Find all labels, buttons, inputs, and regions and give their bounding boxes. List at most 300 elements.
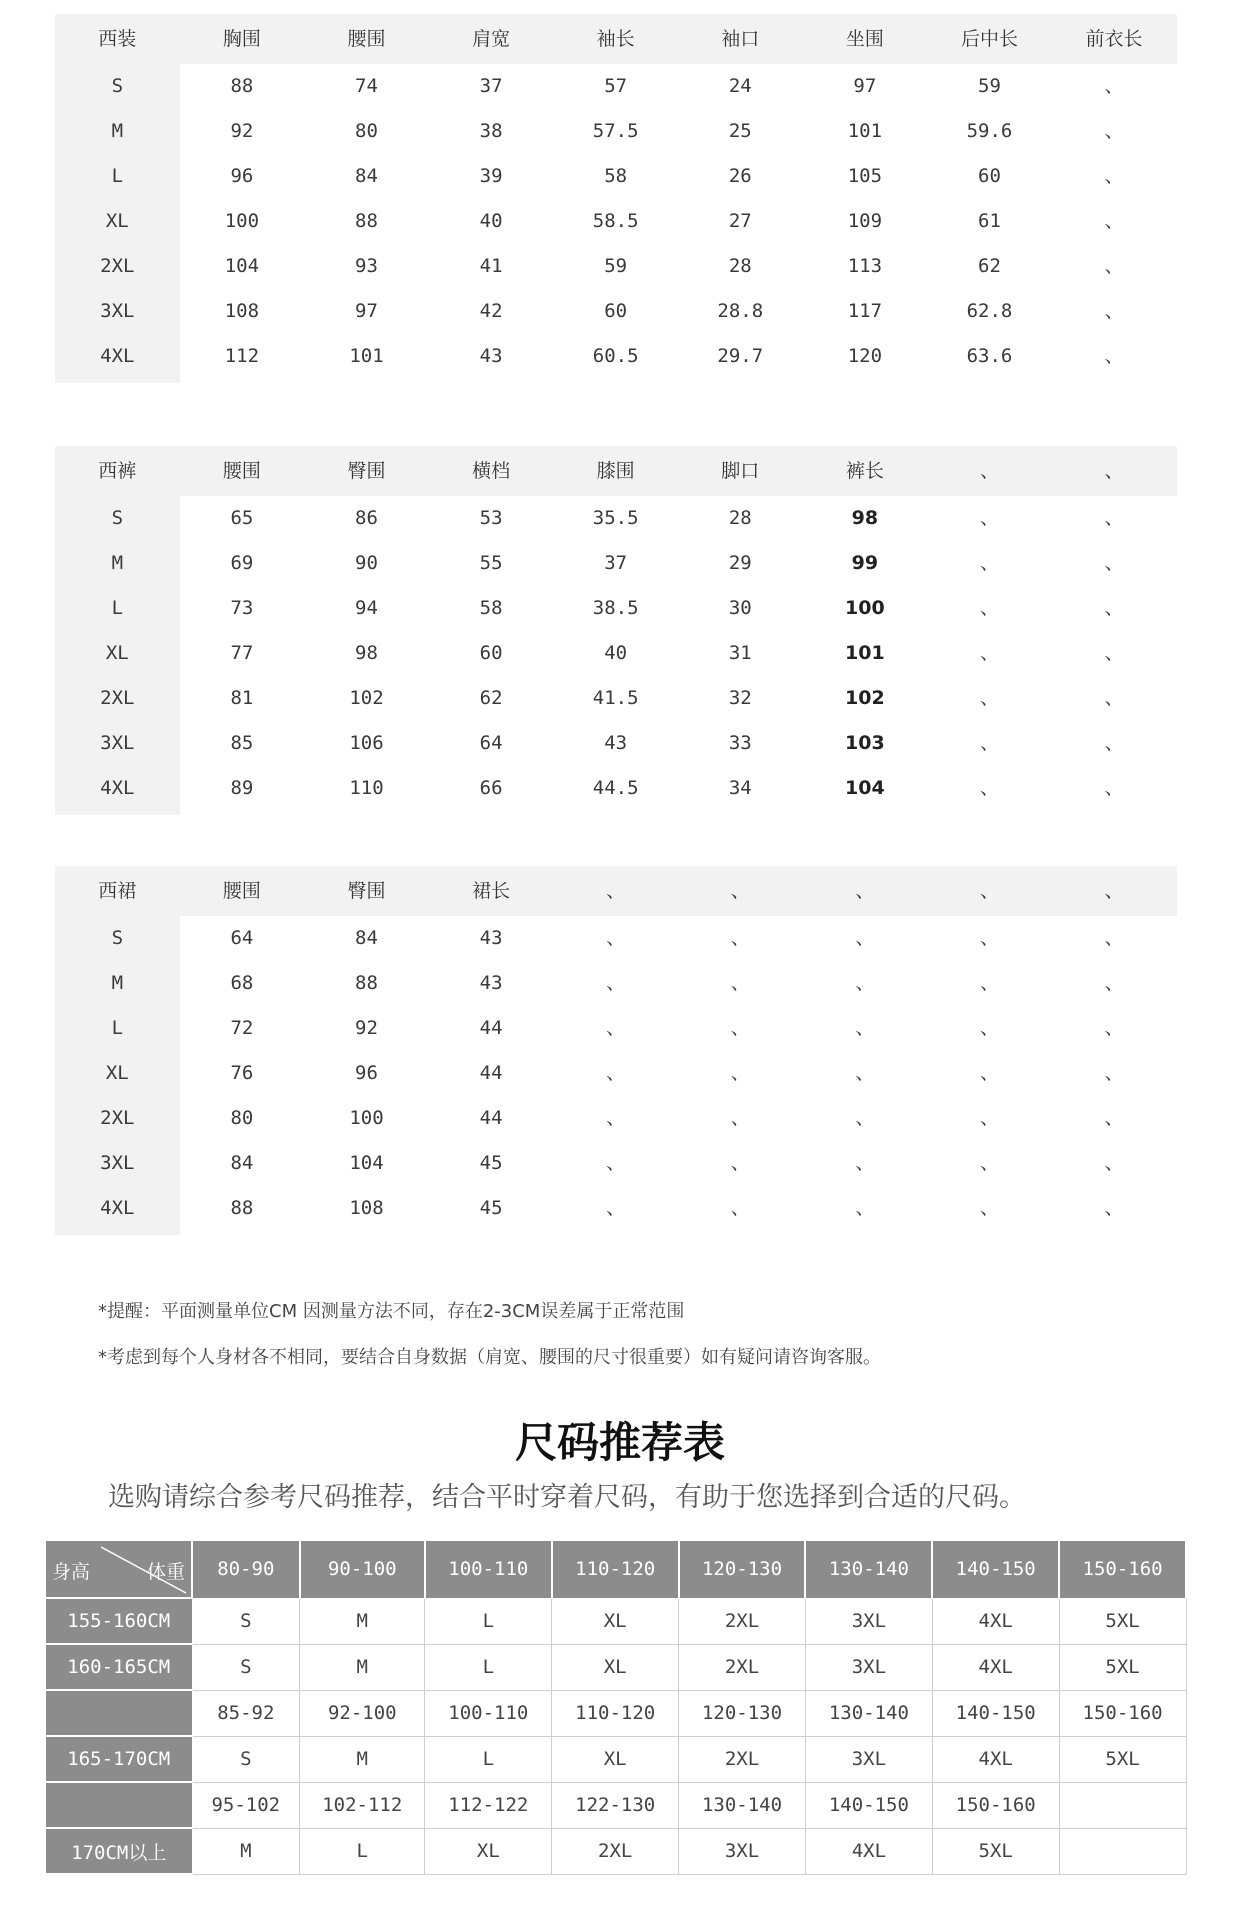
measurement-cell: 、 — [1104, 927, 1124, 949]
measurement-cell: 98 — [355, 642, 378, 664]
table-row — [55, 961, 1177, 1006]
size-label: 4XL — [55, 334, 180, 379]
measurement-cell: 80 — [230, 1107, 254, 1129]
weight-range-header: 90-100 — [300, 1541, 425, 1599]
recommend-cell: L — [425, 1736, 552, 1782]
size-label: S — [55, 64, 180, 109]
size-label: 4XL — [55, 1186, 180, 1231]
pants-size-table — [55, 446, 1177, 815]
measurement-cell: 65 — [230, 507, 254, 529]
weight-range-header: 140-150 — [932, 1541, 1059, 1599]
measurement-cell: 、 — [1104, 300, 1124, 322]
size-label: 2XL — [55, 244, 180, 289]
measurement-cell: 84 — [355, 165, 378, 187]
measurement-cell: 43 — [479, 345, 503, 367]
measurement-cell: 、 — [1104, 507, 1124, 529]
height-range-label — [46, 1782, 193, 1828]
measurement-cell: 64 — [479, 732, 503, 754]
measurement-cell: 99 — [851, 552, 879, 574]
pants-header-cell: 西裤 — [98, 460, 137, 482]
measurement-cell: 、 — [1104, 165, 1124, 187]
measurement-cell: 104 — [845, 777, 885, 799]
recommend-cell: XL — [552, 1736, 679, 1782]
measurement-cell: 45 — [479, 1197, 503, 1219]
size-label: 4XL — [55, 766, 180, 811]
measurement-cell: 101 — [845, 642, 885, 664]
measurement-cell: 96 — [230, 165, 254, 187]
measurement-cell: 58 — [479, 597, 503, 619]
size-recommendation-table — [45, 1540, 1187, 1875]
measurement-cell: 57 — [604, 75, 628, 97]
table-row — [55, 109, 1177, 154]
skirt-header-cell: 臀围 — [347, 880, 386, 902]
measurement-cell: 、 — [1104, 1152, 1124, 1174]
measurement-cell: 43 — [604, 732, 628, 754]
measurement-cell: 、 — [1104, 777, 1124, 799]
measurement-cell: 84 — [230, 1152, 254, 1174]
recommend-cell: 100-110 — [425, 1690, 552, 1736]
measurement-cell: 、 — [606, 972, 626, 994]
table-row — [46, 1782, 1187, 1828]
measurement-cell: 42 — [479, 300, 503, 322]
size-label: 2XL — [55, 1096, 180, 1141]
measurement-cell: 、 — [1104, 75, 1124, 97]
table-row — [55, 1141, 1177, 1186]
size-label: M — [55, 541, 180, 586]
recommend-cell: S — [192, 1598, 300, 1644]
measurement-cell: 108 — [349, 1197, 384, 1219]
measurement-cell: 62 — [978, 255, 1001, 277]
weight-range-header: 100-110 — [425, 1541, 552, 1599]
measurement-cell: 85 — [230, 732, 254, 754]
recommend-cell: 150-160 — [932, 1782, 1059, 1828]
measurement-cell: 62.8 — [966, 300, 1013, 322]
recommend-cell: 2XL — [552, 1828, 679, 1874]
measurement-cell: 、 — [1104, 255, 1124, 277]
measurement-cell: 59 — [978, 75, 1001, 97]
size-label: M — [55, 961, 180, 1006]
table-row — [55, 64, 1177, 109]
measurement-cell: 109 — [847, 210, 883, 232]
size-label: XL — [55, 631, 180, 676]
suit-header-cell: 袖长 — [596, 28, 635, 50]
measurement-cell: 、 — [1104, 1107, 1124, 1129]
measurement-cell: 88 — [230, 1197, 254, 1219]
measurement-cell: 40 — [479, 210, 503, 232]
measurement-cell: 、 — [1104, 552, 1124, 574]
measurement-cell: 102 — [349, 687, 384, 709]
measurement-cell: 28 — [728, 507, 752, 529]
skirt-header-cell: 裙长 — [472, 880, 511, 902]
recommend-cell: M — [300, 1598, 425, 1644]
weight-range-header: 120-130 — [679, 1541, 806, 1599]
height-range-label: 165-170CM — [46, 1736, 193, 1782]
measurement-cell: 29.7 — [717, 345, 764, 367]
measurement-cell: 59.6 — [966, 120, 1013, 142]
size-label: 3XL — [55, 1141, 180, 1186]
measurement-cell: 、 — [730, 1062, 750, 1084]
table-row — [55, 1051, 1177, 1096]
recommend-cell: 95-102 — [192, 1782, 300, 1828]
measurement-cell: 、 — [1104, 972, 1124, 994]
measurement-cell: 25 — [728, 120, 752, 142]
measurement-cell: 55 — [479, 552, 503, 574]
recommend-cell: 4XL — [932, 1736, 1059, 1782]
measurement-cell: 、 — [1104, 642, 1124, 664]
measurement-cell: 41.5 — [592, 687, 639, 709]
measurement-cell: 101 — [847, 120, 883, 142]
measurement-cell: 102 — [845, 687, 885, 709]
measurement-cell: 62 — [479, 687, 503, 709]
recommend-cell — [1059, 1782, 1186, 1828]
measurement-cell: 34 — [728, 777, 752, 799]
measurement-cell: 33 — [728, 732, 752, 754]
measurement-cell: 57.5 — [592, 120, 639, 142]
measurement-cell: 、 — [1104, 687, 1124, 709]
skirt-header-cell: 、 — [1104, 880, 1124, 902]
size-label: 2XL — [55, 676, 180, 721]
recommend-cell: 102-112 — [300, 1782, 425, 1828]
measurement-cell: 44 — [479, 1062, 503, 1084]
measurement-cell: 、 — [979, 1107, 999, 1129]
table-row — [55, 541, 1177, 586]
measurement-cell: 、 — [606, 927, 626, 949]
size-label: L — [55, 1006, 180, 1051]
measurement-cell: 24 — [728, 75, 752, 97]
measurement-cell: 84 — [355, 927, 378, 949]
size-column-edge — [55, 379, 180, 383]
skirt-size-table — [55, 866, 1177, 1235]
measurement-cell: 、 — [730, 1017, 750, 1039]
recommend-cell: 4XL — [805, 1828, 932, 1874]
measurement-cell: 86 — [355, 507, 378, 529]
size-label: XL — [55, 1051, 180, 1096]
suit-size-table — [55, 14, 1177, 383]
recommend-cell: 85-92 — [192, 1690, 300, 1736]
recommend-cell: L — [425, 1644, 552, 1690]
measurement-cell: 26 — [728, 165, 752, 187]
size-label: XL — [55, 199, 180, 244]
measurement-cell: 60.5 — [592, 345, 639, 367]
table-row — [55, 244, 1177, 289]
height-label: 身高 — [52, 1561, 91, 1583]
measurement-cell: 105 — [847, 165, 883, 187]
measurement-cell: 80 — [355, 120, 378, 142]
measurement-cell: 117 — [847, 300, 883, 322]
measurement-cell: 、 — [1104, 1017, 1124, 1039]
measurement-cell: 41 — [479, 255, 503, 277]
table-row — [55, 1006, 1177, 1051]
measurement-cell: 、 — [979, 1062, 999, 1084]
measurement-cell: 38.5 — [592, 597, 639, 619]
recommend-cell: 92-100 — [300, 1690, 425, 1736]
measurement-cell: 44.5 — [592, 777, 639, 799]
measurement-cell: 32 — [728, 687, 752, 709]
measurement-cell: 35.5 — [592, 507, 639, 529]
measurement-cell: 113 — [847, 255, 883, 277]
measurement-cell: 、 — [855, 1197, 875, 1219]
measurement-cell: 88 — [230, 75, 254, 97]
table-row — [46, 1644, 1187, 1690]
recommend-cell: 4XL — [932, 1644, 1059, 1690]
skirt-header-cell: 腰围 — [222, 880, 261, 902]
measurement-cell: 53 — [479, 507, 503, 529]
table-row — [55, 916, 1177, 961]
measurement-cell: 45 — [479, 1152, 503, 1174]
recommend-cell: 3XL — [679, 1828, 806, 1874]
measurement-cell: 、 — [979, 732, 999, 754]
measurement-cell: 60 — [479, 642, 503, 664]
size-label: S — [55, 916, 180, 961]
measurement-cell: 、 — [979, 552, 999, 574]
recommend-cell: 2XL — [679, 1644, 806, 1690]
recommend-cell: M — [300, 1736, 425, 1782]
size-label: 3XL — [55, 721, 180, 766]
recommend-cell: 130-140 — [679, 1782, 806, 1828]
measurement-cell: 98 — [851, 507, 879, 529]
table-row — [46, 1828, 1187, 1874]
pants-header-cell: 脚口 — [721, 460, 760, 482]
measurement-cell: 110 — [349, 777, 384, 799]
pants-header-cell: 膝围 — [596, 460, 635, 482]
recommend-cell: 2XL — [679, 1736, 806, 1782]
pants-header-cell: 腰围 — [222, 460, 261, 482]
measurement-cell: 44 — [479, 1017, 503, 1039]
table-row — [55, 721, 1177, 766]
measurement-cell: 60 — [604, 300, 628, 322]
measurement-note: *提醒：平面测量单位CM 因测量方法不同，存在2-3CM误差属于正常范围 — [98, 1301, 685, 1322]
height-range-label: 170CM以上 — [46, 1828, 193, 1874]
skirt-header-cell: 西裙 — [98, 880, 137, 902]
measurement-cell: 、 — [855, 927, 875, 949]
table-row — [55, 766, 1177, 811]
measurement-cell: 、 — [979, 1017, 999, 1039]
measurement-cell: 120 — [847, 345, 883, 367]
recommend-cell: 5XL — [1059, 1598, 1186, 1644]
measurement-cell: 、 — [1104, 210, 1124, 232]
measurement-cell: 、 — [730, 1152, 750, 1174]
pants-header-cell: 臀围 — [347, 460, 386, 482]
measurement-cell: 90 — [355, 552, 378, 574]
measurement-cell: 44 — [479, 1107, 503, 1129]
measurement-cell: 43 — [479, 972, 503, 994]
measurement-cell: 、 — [855, 1152, 875, 1174]
measurement-cell: 40 — [604, 642, 628, 664]
recommend-cell: 120-130 — [679, 1690, 806, 1736]
height-range-label: 155-160CM — [46, 1598, 193, 1644]
measurement-cell: 81 — [230, 687, 254, 709]
table-row — [55, 1186, 1177, 1231]
measurement-cell: 60 — [978, 165, 1001, 187]
table-row — [55, 1096, 1177, 1141]
recommend-cell: 140-150 — [805, 1782, 932, 1828]
height-range-label: 160-165CM — [46, 1644, 193, 1690]
measurement-cell: 97 — [853, 75, 877, 97]
recommend-cell: 5XL — [932, 1828, 1059, 1874]
measurement-cell: 74 — [355, 75, 378, 97]
measurement-cell: 、 — [979, 927, 999, 949]
table-row — [55, 676, 1177, 721]
measurement-cell: 、 — [855, 1017, 875, 1039]
measurement-cell: 68 — [230, 972, 254, 994]
measurement-cell: 101 — [349, 345, 384, 367]
size-label: S — [55, 496, 180, 541]
recommend-cell: XL — [552, 1598, 679, 1644]
recommend-cell: 3XL — [805, 1736, 932, 1782]
table-row — [55, 334, 1177, 379]
measurement-cell: 、 — [979, 507, 999, 529]
measurement-cell: 88 — [355, 210, 378, 232]
measurement-cell: 66 — [479, 777, 503, 799]
measurement-cell: 28.8 — [717, 300, 764, 322]
size-label: L — [55, 154, 180, 199]
pants-header-cell: 裤长 — [845, 460, 884, 482]
measurement-cell: 58.5 — [592, 210, 639, 232]
weight-range-header: 150-160 — [1059, 1541, 1186, 1599]
measurement-cell: 31 — [728, 642, 752, 664]
measurement-cell: 、 — [606, 1107, 626, 1129]
measurement-cell: 61 — [978, 210, 1001, 232]
measurement-cell: 、 — [606, 1197, 626, 1219]
measurement-cell: 76 — [230, 1062, 254, 1084]
measurement-cell: 89 — [230, 777, 254, 799]
measurement-cell: 104 — [349, 1152, 384, 1174]
size-label: L — [55, 586, 180, 631]
measurement-cell: 、 — [979, 687, 999, 709]
weight-range-header: 80-90 — [192, 1541, 300, 1599]
measurement-cell: 69 — [230, 552, 254, 574]
skirt-header-row — [55, 866, 1177, 916]
skirt-header-cell: 、 — [979, 880, 999, 902]
recommend-title: 尺码推荐表 — [514, 1418, 725, 1467]
table-row — [46, 1690, 1187, 1736]
measurement-cell: 58 — [604, 165, 628, 187]
measurement-cell: 39 — [479, 165, 503, 187]
measurement-cell: 、 — [1104, 345, 1124, 367]
measurement-cell: 88 — [355, 972, 378, 994]
pants-header-cell: 、 — [1104, 460, 1124, 482]
recommend-cell: L — [300, 1828, 425, 1874]
measurement-cell: 94 — [355, 597, 378, 619]
recommend-cell: L — [425, 1598, 552, 1644]
table-row — [46, 1736, 1187, 1782]
size-label: 3XL — [55, 289, 180, 334]
weight-range-header: 110-120 — [552, 1541, 679, 1599]
height-range-label — [46, 1690, 193, 1736]
recommend-cell: 150-160 — [1059, 1690, 1186, 1736]
suit-header-cell: 坐围 — [845, 28, 884, 50]
recommend-cell: 5XL — [1059, 1736, 1186, 1782]
measurement-cell: 27 — [728, 210, 752, 232]
table-row — [55, 586, 1177, 631]
recommend-cell: 3XL — [805, 1598, 932, 1644]
measurement-cell: 92 — [230, 120, 254, 142]
measurement-cell: 63.6 — [966, 345, 1013, 367]
measurement-cell: 106 — [349, 732, 384, 754]
table-row — [55, 631, 1177, 676]
pants-header-row — [55, 446, 1177, 496]
measurement-cell: 、 — [730, 972, 750, 994]
recommend-cell: 5XL — [1059, 1644, 1186, 1690]
recommend-cell: S — [192, 1644, 300, 1690]
pants-header-cell: 、 — [979, 460, 999, 482]
measurement-cell: 100 — [349, 1107, 384, 1129]
pants-header-cell: 横档 — [472, 460, 511, 482]
recommend-cell: 2XL — [679, 1598, 806, 1644]
recommend-cell: M — [300, 1644, 425, 1690]
suit-header-cell: 肩宽 — [472, 28, 511, 50]
measurement-cell: 72 — [230, 1017, 254, 1039]
recommend-cell: M — [192, 1828, 300, 1874]
fit-note: *考虑到每个人身材各不相同，要结合自身数据（肩宽、腰围的尺寸很重要）如有疑问请咨询客服。 — [98, 1347, 881, 1368]
measurement-cell: 、 — [1104, 597, 1124, 619]
measurement-cell: 97 — [355, 300, 378, 322]
measurement-cell: 、 — [979, 972, 999, 994]
measurement-cell: 、 — [730, 1107, 750, 1129]
suit-header-row — [55, 14, 1177, 64]
suit-header-cell: 前衣长 — [1085, 28, 1143, 50]
skirt-header-cell: 、 — [606, 880, 626, 902]
recommend-cell: 112-122 — [425, 1782, 552, 1828]
measurement-cell: 、 — [606, 1017, 626, 1039]
suit-header-cell: 袖口 — [721, 28, 760, 50]
measurement-cell: 112 — [224, 345, 260, 367]
weight-label: 体重 — [146, 1561, 185, 1583]
measurement-cell: 、 — [730, 927, 750, 949]
measurement-cell: 93 — [355, 255, 378, 277]
measurement-cell: 38 — [479, 120, 503, 142]
measurement-cell: 30 — [728, 597, 752, 619]
recommend-subtitle: 选购请综合参考尺码推荐，结合平时穿着尺码，有助于您选择到合适的尺码。 — [108, 1482, 1026, 1513]
measurement-cell: 、 — [1104, 1062, 1124, 1084]
measurement-cell: 、 — [1104, 1197, 1124, 1219]
suit-header-cell: 后中长 — [960, 28, 1018, 50]
measurement-cell: 43 — [479, 927, 503, 949]
recommend-cell: 3XL — [805, 1644, 932, 1690]
measurement-cell: 、 — [606, 1152, 626, 1174]
suit-header-cell: 西装 — [98, 28, 137, 50]
measurement-cell: 、 — [979, 1197, 999, 1219]
measurement-cell: 64 — [230, 927, 254, 949]
measurement-cell: 77 — [230, 642, 254, 664]
measurement-cell: 59 — [604, 255, 628, 277]
recommend-cell: S — [192, 1736, 300, 1782]
measurement-cell: 、 — [855, 972, 875, 994]
size-label: M — [55, 109, 180, 154]
recommend-cell: XL — [425, 1828, 552, 1874]
measurement-cell: 、 — [979, 1152, 999, 1174]
weight-range-header: 130-140 — [805, 1541, 932, 1599]
measurement-cell: 73 — [230, 597, 254, 619]
measurement-cell: 、 — [730, 1197, 750, 1219]
measurement-cell: 29 — [728, 552, 752, 574]
measurement-cell: 37 — [479, 75, 503, 97]
table-row — [46, 1598, 1187, 1644]
table-row — [55, 199, 1177, 244]
measurement-cell: 96 — [355, 1062, 378, 1084]
table-row — [55, 154, 1177, 199]
skirt-header-cell: 、 — [730, 880, 750, 902]
measurement-cell: 37 — [604, 552, 628, 574]
skirt-header-cell: 、 — [855, 880, 875, 902]
table-row — [55, 289, 1177, 334]
measurement-cell: 100 — [224, 210, 260, 232]
recommend-cell: 140-150 — [932, 1690, 1059, 1736]
recommend-cell: 4XL — [932, 1598, 1059, 1644]
recommend-cell — [1059, 1828, 1186, 1874]
recommend-cell: XL — [552, 1644, 679, 1690]
recommend-cell: 122-130 — [552, 1782, 679, 1828]
